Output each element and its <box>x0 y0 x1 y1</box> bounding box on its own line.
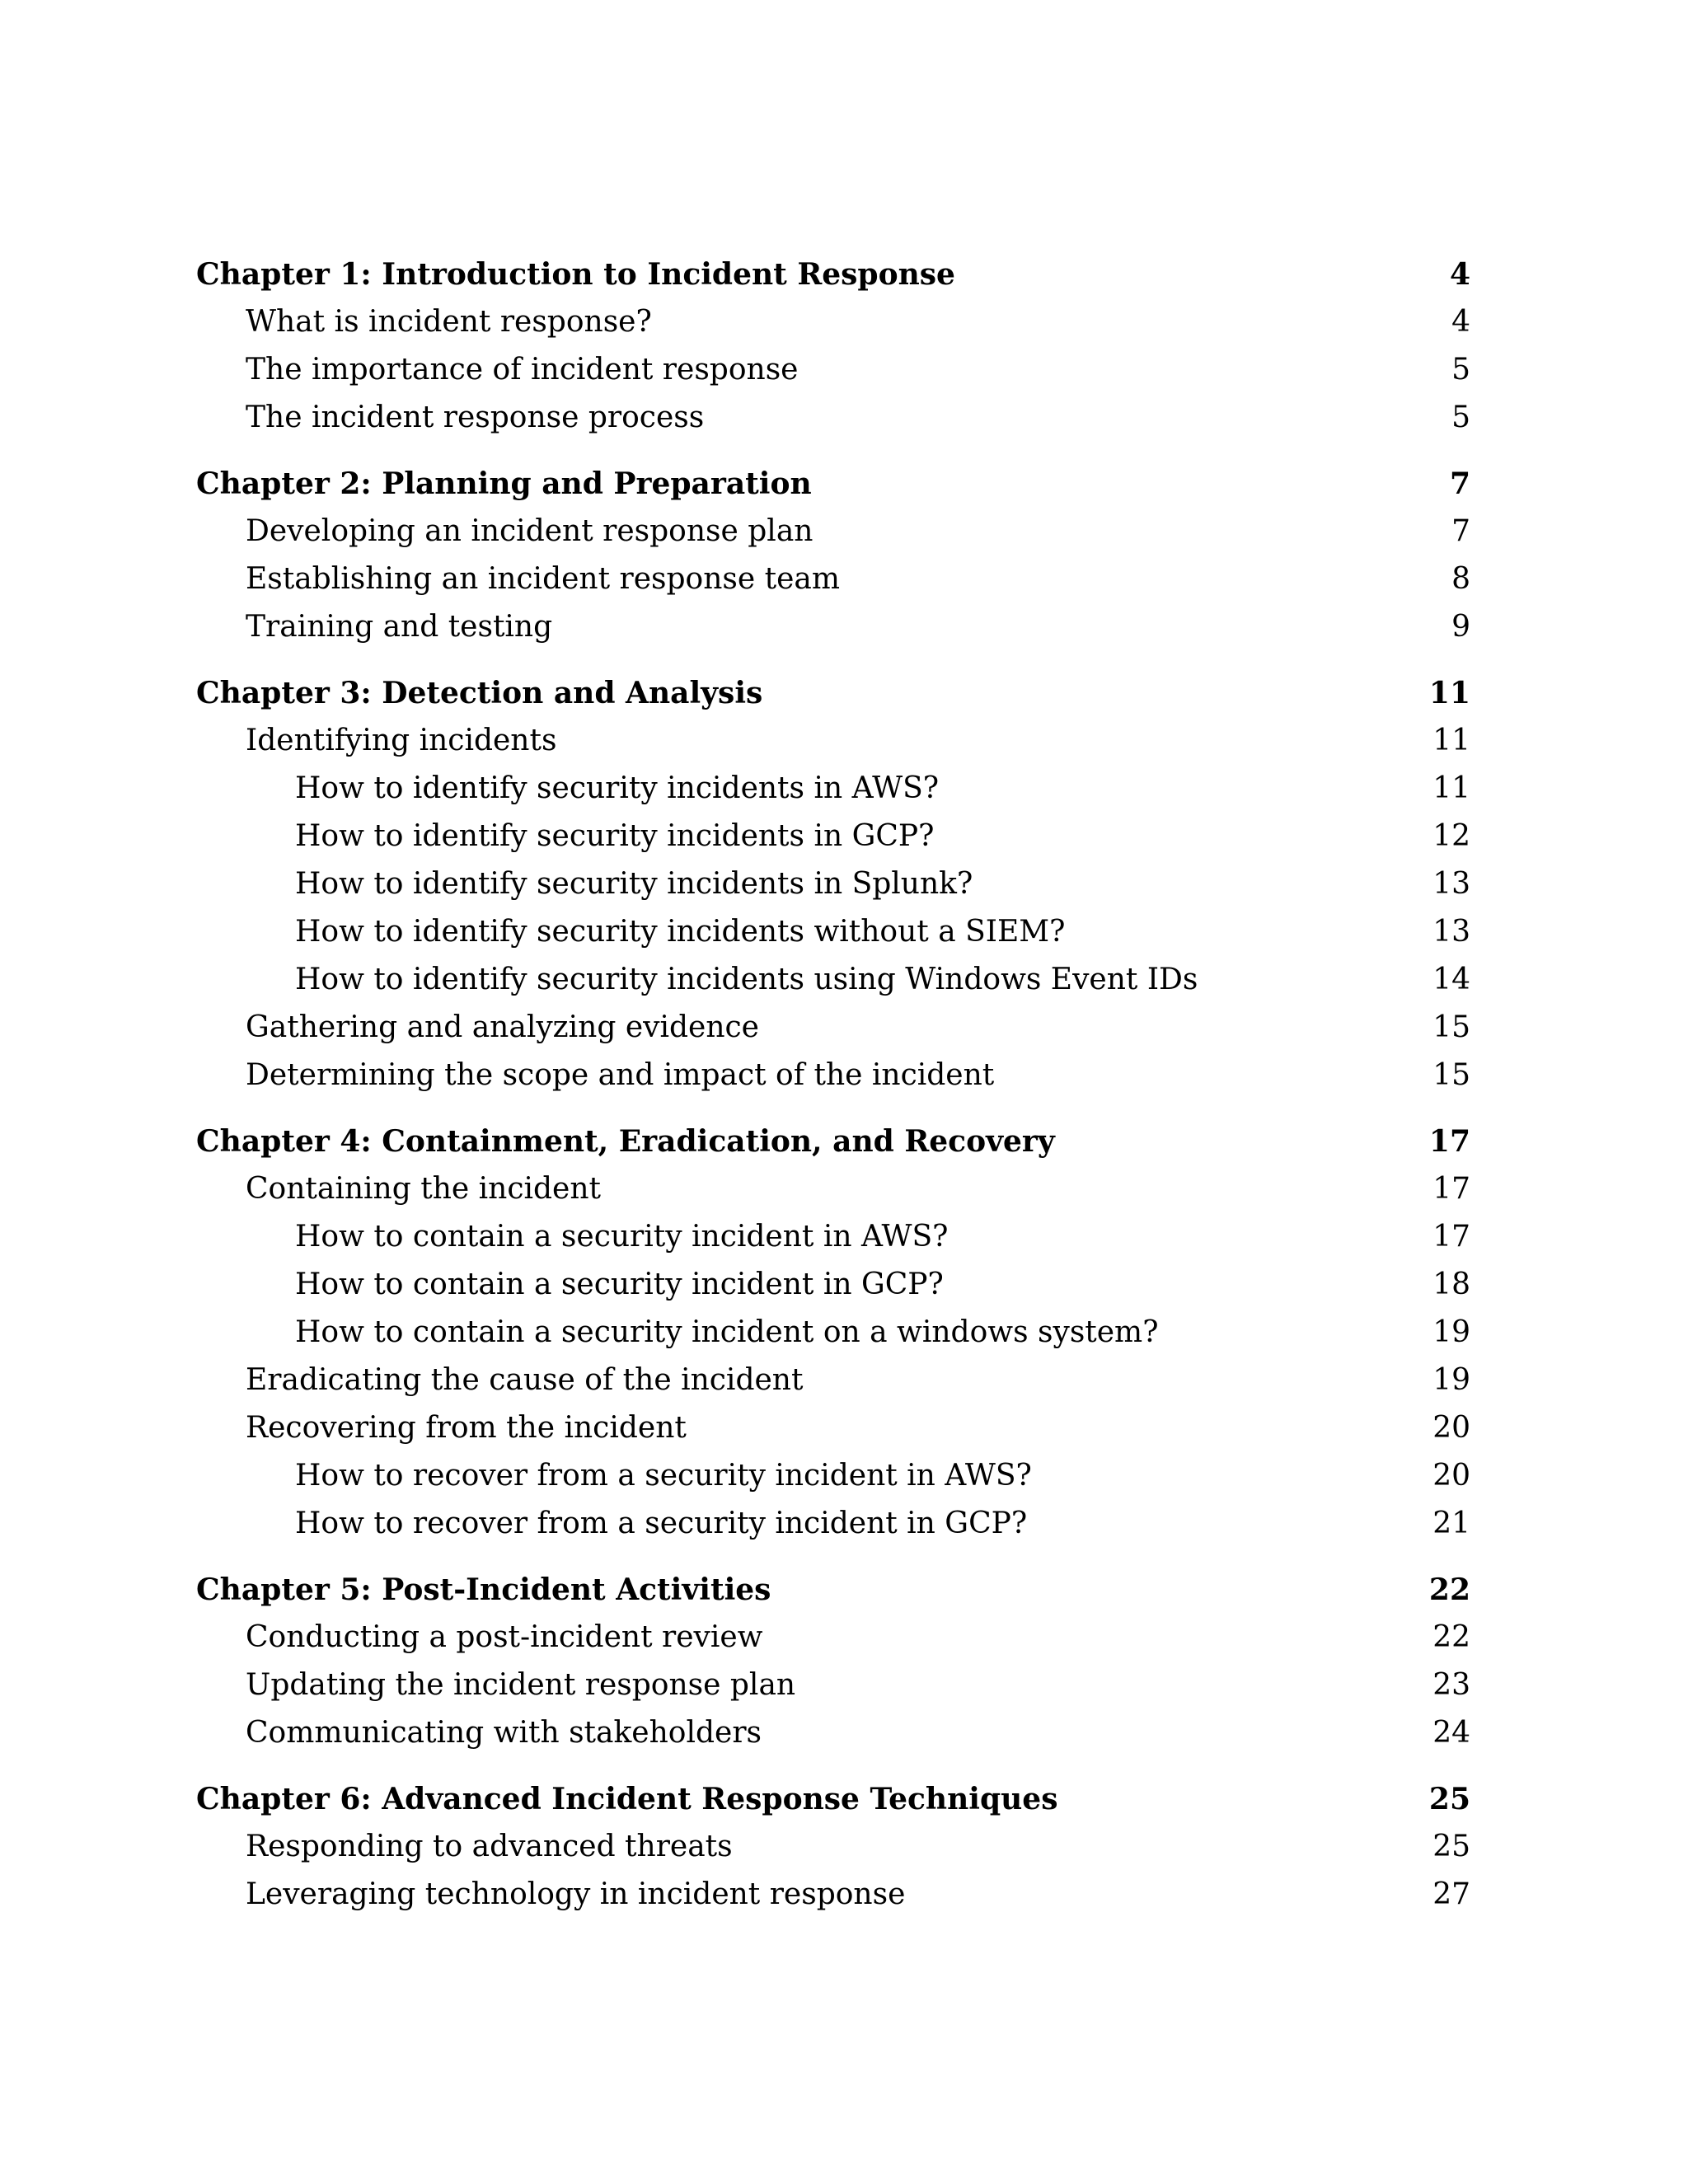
toc-entry-title: How to identify security incidents without a SIEM? <box>295 915 1066 949</box>
toc-entry-title: Conducting a post-incident review <box>246 1620 763 1654</box>
toc-subsection-entry[interactable] <box>196 1213 1470 1261</box>
toc-entry-title: What is incident response? <box>246 305 652 339</box>
toc-page-number: 7 <box>1451 514 1470 548</box>
toc-page-number: 20 <box>1432 1459 1470 1493</box>
toc-page-number: 24 <box>1432 1716 1470 1750</box>
toc-page-number: 17 <box>1428 1124 1470 1159</box>
toc-page-number: 7 <box>1449 466 1470 501</box>
toc-entry-title: Chapter 2: Planning and Preparation <box>196 466 812 501</box>
toc-page-number: 22 <box>1432 1620 1470 1654</box>
toc-entry-title: Identifying incidents <box>246 724 557 757</box>
toc-page-number: 15 <box>1432 1058 1470 1092</box>
toc-section-entry[interactable] <box>196 1404 1470 1452</box>
toc-page-number: 18 <box>1432 1268 1470 1301</box>
table-of-contents <box>196 251 1470 1937</box>
toc-entry-title: Establishing an incident response team <box>246 562 841 596</box>
toc-page-number: 4 <box>1451 305 1470 339</box>
toc-entry-title: How to identify security incidents using Windows Event IDs <box>295 963 1198 996</box>
toc-section-entry[interactable] <box>196 1165 1470 1213</box>
toc-entry-title: Updating the incident response plan <box>246 1668 796 1702</box>
toc-entry-title: Determining the scope and impact of the incident <box>246 1058 995 1092</box>
toc-page-number: 17 <box>1432 1172 1470 1206</box>
toc-section-entry[interactable] <box>196 1661 1470 1709</box>
toc-subsection-entry[interactable] <box>196 1452 1470 1500</box>
toc-entry-title: Chapter 3: Detection and Analysis <box>196 676 763 710</box>
toc-section-entry[interactable] <box>196 1709 1470 1757</box>
toc-chapter <box>196 1118 1470 1548</box>
toc-chapter <box>196 669 1470 1099</box>
toc-page-number: 25 <box>1428 1782 1470 1816</box>
toc-entry-title: The importance of incident response <box>246 353 799 387</box>
toc-section-entry[interactable] <box>196 1871 1470 1919</box>
toc-entry-title: How to contain a security incident in GCP? <box>295 1268 944 1301</box>
toc-chapter-heading[interactable] <box>196 1118 1470 1165</box>
toc-entry-title: Eradicating the cause of the incident <box>246 1363 804 1397</box>
toc-subsection-entry[interactable] <box>196 1261 1470 1309</box>
toc-section-entry[interactable] <box>196 394 1470 442</box>
toc-entry-title: Developing an incident response plan <box>246 514 814 548</box>
toc-page-number: 14 <box>1432 963 1470 996</box>
toc-entry-title: How to identify security incidents in AWS? <box>295 771 940 805</box>
toc-chapter <box>196 1775 1470 1919</box>
toc-page-number: 11 <box>1432 771 1470 805</box>
toc-page-number: 9 <box>1451 610 1470 644</box>
toc-subsection-entry[interactable] <box>196 1500 1470 1548</box>
toc-chapter-heading[interactable] <box>196 460 1470 508</box>
toc-page-number: 17 <box>1432 1220 1470 1254</box>
toc-entry-title: The incident response process <box>246 401 705 434</box>
toc-entry-title: Chapter 4: Containment, Eradication, and Recovery <box>196 1124 1055 1159</box>
toc-entry-title: Chapter 1: Introduction to Incident Response <box>196 257 955 292</box>
toc-page-number: 13 <box>1432 915 1470 949</box>
toc-page-number: 5 <box>1451 353 1470 387</box>
toc-section-entry[interactable] <box>196 717 1470 765</box>
toc-page-number: 27 <box>1432 1877 1470 1911</box>
toc-page-number: 23 <box>1432 1668 1470 1702</box>
toc-entry-title: How to recover from a security incident in GCP? <box>295 1507 1028 1540</box>
toc-section-entry[interactable] <box>196 1052 1470 1099</box>
toc-page-number: 21 <box>1432 1507 1470 1540</box>
toc-entry-title: Containing the incident <box>246 1172 601 1206</box>
toc-section-entry[interactable] <box>196 508 1470 555</box>
toc-entry-title: How to recover from a security incident in AWS? <box>295 1459 1032 1493</box>
toc-page-number: 8 <box>1451 562 1470 596</box>
toc-page-number: 13 <box>1432 867 1470 901</box>
toc-entry-title: How to contain a security incident on a windows system? <box>295 1315 1159 1349</box>
toc-entry-title: Training and testing <box>246 610 553 644</box>
toc-section-entry[interactable] <box>196 555 1470 603</box>
toc-entry-title: Leveraging technology in incident response <box>246 1877 906 1911</box>
toc-entry-title: How to contain a security incident in AWS? <box>295 1220 949 1254</box>
toc-chapter <box>196 251 1470 442</box>
toc-chapter-heading[interactable] <box>196 251 1470 298</box>
toc-entry-title: How to identify security incidents in GCP? <box>295 819 935 853</box>
toc-chapter-heading[interactable] <box>196 669 1470 717</box>
toc-entry-title: Gathering and analyzing evidence <box>246 1010 759 1044</box>
toc-section-entry[interactable] <box>196 1823 1470 1871</box>
toc-section-entry[interactable] <box>196 603 1470 651</box>
toc-entry-title: Chapter 5: Post-Incident Activities <box>196 1572 771 1607</box>
toc-section-entry[interactable] <box>196 346 1470 394</box>
toc-entry-title: Chapter 6: Advanced Incident Response Techniques <box>196 1782 1058 1816</box>
toc-chapter <box>196 1566 1470 1757</box>
toc-page-number: 25 <box>1432 1830 1470 1863</box>
toc-section-entry[interactable] <box>196 1357 1470 1404</box>
toc-subsection-entry[interactable] <box>196 765 1470 813</box>
toc-page-number: 4 <box>1449 257 1470 292</box>
toc-page-number: 11 <box>1432 724 1470 757</box>
toc-page-number: 12 <box>1432 819 1470 853</box>
toc-entry-title: How to identify security incidents in Splunk? <box>295 867 973 901</box>
toc-section-entry[interactable] <box>196 1004 1470 1052</box>
toc-chapter <box>196 460 1470 651</box>
toc-subsection-entry[interactable] <box>196 956 1470 1004</box>
toc-page-number: 5 <box>1451 401 1470 434</box>
toc-subsection-entry[interactable] <box>196 860 1470 908</box>
toc-subsection-entry[interactable] <box>196 1309 1470 1357</box>
toc-page-number: 20 <box>1432 1411 1470 1445</box>
toc-page-number: 11 <box>1428 676 1470 710</box>
toc-page-number: 19 <box>1432 1363 1470 1397</box>
toc-section-entry[interactable] <box>196 1614 1470 1661</box>
toc-chapter-heading[interactable] <box>196 1775 1470 1823</box>
toc-section-entry[interactable] <box>196 298 1470 346</box>
toc-page-number: 15 <box>1432 1010 1470 1044</box>
toc-page-number: 19 <box>1432 1315 1470 1349</box>
toc-entry-title: Responding to advanced threats <box>246 1830 733 1863</box>
toc-entry-title: Recovering from the incident <box>246 1411 687 1445</box>
toc-subsection-entry[interactable] <box>196 813 1470 860</box>
toc-page-number: 22 <box>1428 1572 1470 1607</box>
toc-subsection-entry[interactable] <box>196 908 1470 956</box>
toc-entry-title: Communicating with stakeholders <box>246 1716 762 1750</box>
toc-chapter-heading[interactable] <box>196 1566 1470 1614</box>
